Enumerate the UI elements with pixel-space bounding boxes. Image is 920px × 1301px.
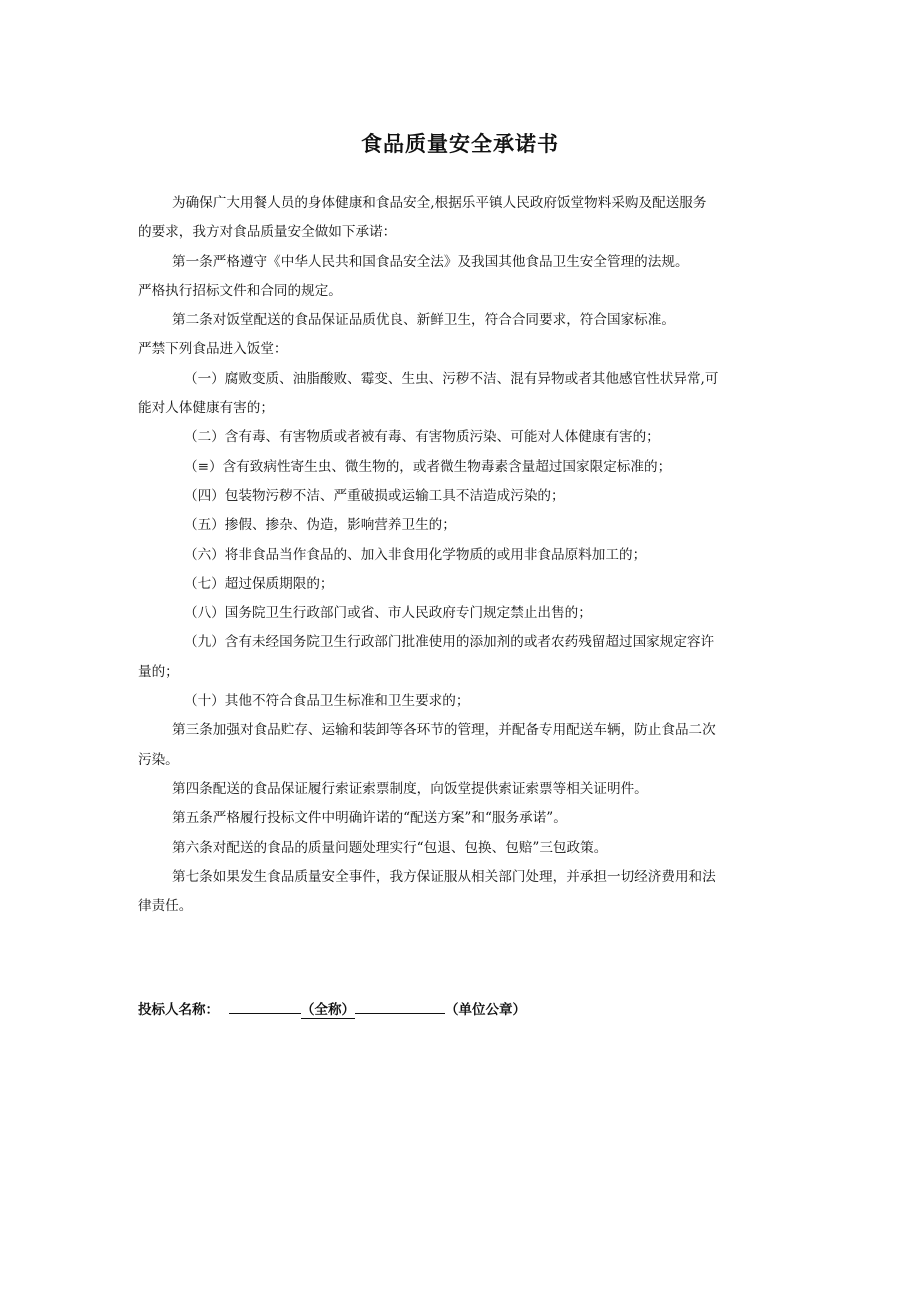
- paragraph-line: 第四条配送的食品保证履行索证索票制度，向饭堂提供索证索票等相关证明件。: [172, 780, 648, 797]
- list-item-line: （一）腐败变质、油脂酸败、霉变、生虫、污秽不洁、混有异物或者其他感官性状异常,可: [184, 370, 719, 387]
- paragraph-line: 第三条加强对食品贮存、运输和装卸等各环节的管理，并配备专用配送车辆，防止食品二次: [172, 722, 716, 739]
- paragraph-line: 第六条对配送的食品的质量问题处理实行“包退、包换、包赔”三包政策。: [172, 839, 608, 856]
- paragraph-line: 严格执行招标文件和合同的规定。: [138, 282, 342, 299]
- paragraph-line: 第一条严格遵守《中华人民共和国食品安全法》及我国其他食品卫生安全管理的法规。: [172, 253, 689, 270]
- paragraph-line: 严禁下列食品进入饭堂：: [138, 341, 288, 358]
- paragraph-line: 污染。: [138, 751, 179, 768]
- paragraph-line: 第五条严格履行投标文件中明确许诺的“配送方案”和“服务承诺”。: [172, 810, 567, 827]
- full-name-hint: （全称）: [301, 1002, 355, 1018]
- paragraph-line: 第二条对饭堂配送的食品保证品质优良、新鲜卫生，符合合同要求，符合国家标准。: [172, 312, 675, 329]
- bidder-name-label: 投标人名称：: [138, 1002, 219, 1018]
- bidder-name-blank: [229, 997, 301, 1014]
- list-item-line: 量的；: [138, 663, 179, 680]
- document-body: [138, 189, 786, 921]
- document-title: 食品质量安全承诺书: [361, 132, 559, 156]
- list-item-line: （≡）含有致病性寄生虫、微生物的，或者微生物毒素含量超过国家限定标准的；: [184, 458, 672, 475]
- seal-blank: [355, 997, 445, 1014]
- list-item-line: （五）掺假、掺杂、伪造，影响营养卫生的；: [184, 517, 456, 534]
- signature-line: [138, 997, 738, 1021]
- list-item-line: （七）超过保质期限的；: [184, 575, 334, 592]
- paragraph-line: 律责任。: [138, 898, 193, 915]
- list-item-line: （八）国务院卫生行政部门或省、市人民政府专门规定禁止出售的；: [184, 605, 592, 622]
- list-item-line: （四）包装物污秽不洁、严重破损或运输工具不洁造成污染的；: [184, 487, 565, 504]
- paragraph-line: 第七条如果发生食品质量安全事件，我方保证服从相关部门处理，并承担一切经济费用和法: [172, 868, 716, 885]
- list-item-line: （十）其他不符合食品卫生标准和卫生要求的；: [184, 693, 470, 710]
- list-item-line: （九）含有未经国务院卫生行政部门批准使用的添加剂的或者农药残留超过国家规定容许: [184, 634, 715, 651]
- list-item-line: 能对人体健康有害的；: [138, 400, 274, 417]
- paragraph-line: 的要求，我方对食品质量安全做如下承诺：: [138, 224, 397, 241]
- seal-hint: （单位公章）: [445, 1002, 526, 1018]
- list-item-line: （六）将非食品当作食品的、加入非食用化学物质的或用非食品原料加工的；: [184, 546, 647, 563]
- paragraph-line: 为确保广大用餐人员的身体健康和食品安全,根据乐平镇人民政府饭堂物料采购及配送服务: [172, 195, 707, 211]
- list-item-line: （二）含有毒、有害物质或者被有毒、有害物质污染、可能对人体健康有害的；: [184, 429, 660, 446]
